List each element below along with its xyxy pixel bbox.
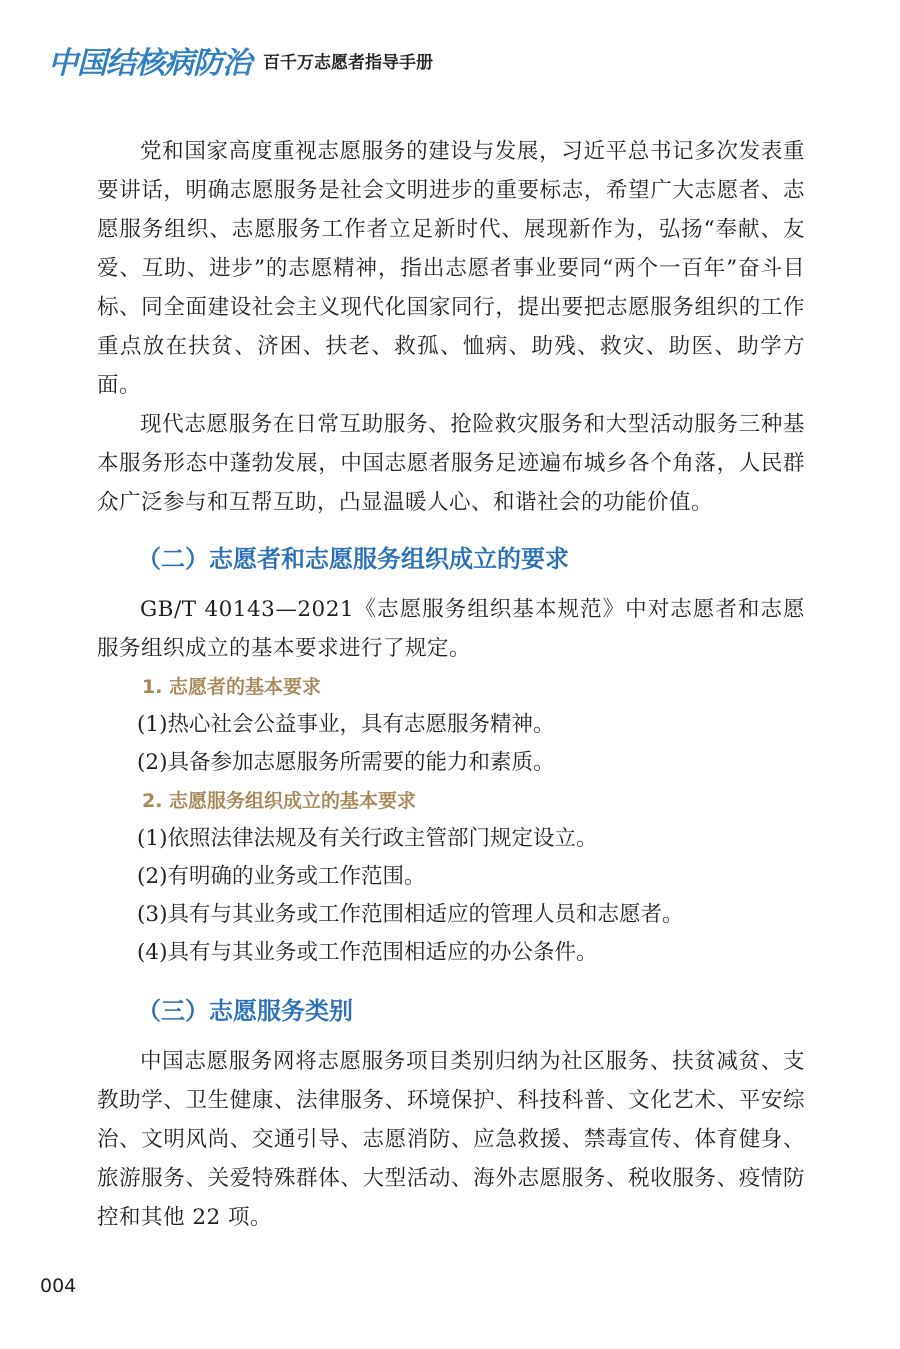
- list-item: (4)具有与其业务或工作范围相适应的办公条件。: [137, 940, 598, 965]
- page-header: [48, 40, 433, 80]
- list-item: (3)具有与其业务或工作范围相适应的管理人员和志愿者。: [137, 902, 684, 927]
- section-heading-3: （三）志愿服务类别: [137, 997, 353, 1025]
- header-logo: 中国结核病防治: [48, 46, 251, 81]
- page-number: 004: [40, 1275, 77, 1297]
- section-2-intro: GB/T 40143—2021《志愿服务组织基本规范》中对志愿者和志愿服务组织成立的基本要求进行了规定。: [97, 597, 805, 661]
- header-subtitle: 百千万志愿者指导手册: [263, 52, 433, 73]
- paragraph-2: 现代志愿服务在日常互助服务、抢险救灾服务和大型活动服务三种基本服务形态中蓬勃发展，中国志愿者服务足迹遍布城乡各个角落，人民群众广泛参与和互帮互助，凸显温暖人心、和谐社会的功能价值。: [97, 412, 805, 515]
- paragraph-1: 党和国家高度重视志愿服务的建设与发展，习近平总书记多次发表重要讲话，明确志愿服务是社会文明进步的重要标志，希望广大志愿者、志愿服务组织、志愿服务工作者立足新时代、展现新作为，弘扬“奉献、友爱、互助、进步”的志愿精神，指出志愿者事业要同“两个一百年”奋斗目标、同全面建设社会主义现代化国家同行，提出要把志愿服务组织的工作重点放在扶贫、济困、扶老、救孤、恤病、助残、救灾、助医、助学方面。: [97, 139, 805, 398]
- list-item: (2)具备参加志愿服务所需要的能力和素质。: [137, 750, 555, 775]
- list-item: (2)有明确的业务或工作范围。: [137, 864, 426, 889]
- section-3-body: 中国志愿服务网将志愿服务项目类别归纳为社区服务、扶贫减贫、支教助学、卫生健康、法律服务、环境保护、科技科普、文化艺术、平安综治、文明风尚、交通引导、志愿消防、应急救援、禁毒宣传、体育健身、旅游服务、关爱特殊群体、大型活动、海外志愿服务、税收服务、疫情防控和其他 22 项。: [97, 1049, 805, 1230]
- list-item: (1)热心社会公益事业，具有志愿服务精神。: [137, 712, 555, 737]
- main-content: [97, 132, 805, 1237]
- subheading-volunteer-requirements: 1. 志愿者的基本要求: [142, 676, 322, 698]
- subheading-organization-requirements: 2. 志愿服务组织成立的基本要求: [142, 790, 417, 812]
- section-heading-2: （二）志愿者和志愿服务组织成立的要求: [137, 545, 569, 573]
- list-item: (1)依照法律法规及有关行政主管部门规定设立。: [137, 826, 598, 851]
